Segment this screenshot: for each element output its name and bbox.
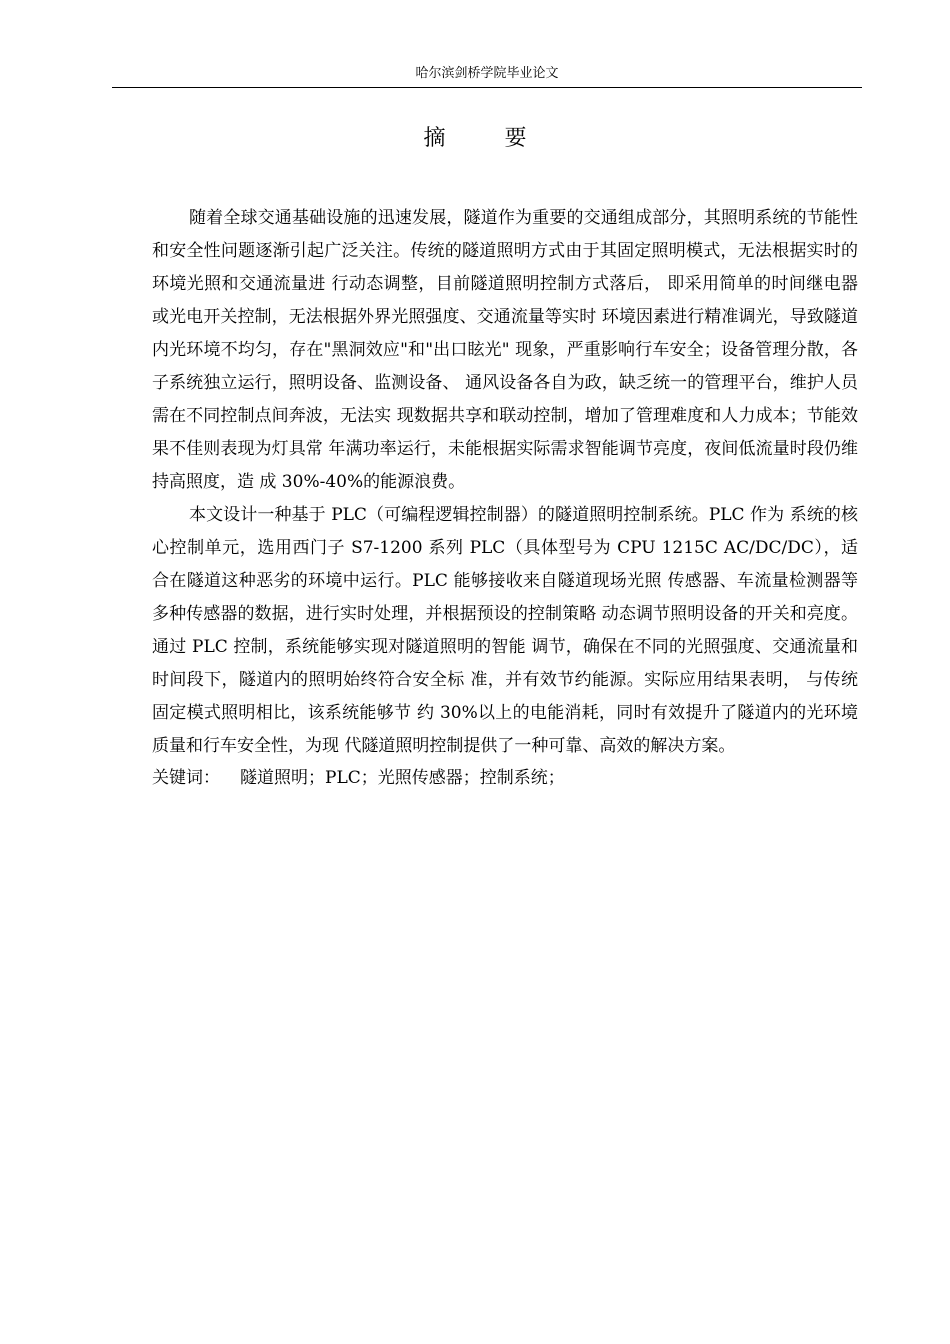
header-text: 哈尔滨剑桥学院毕业论文 (415, 66, 559, 81)
keywords-line (152, 763, 858, 793)
abstract-title: 摘 要 (423, 126, 553, 151)
abstract-paragraph-1: 随着全球交通基础设施的迅速发展，隧道作为重要的交通组成部分，其照明系统的节能性和安全性问题逐渐引起广泛关注。传统的隧道照明方式由于其固定照明模式，无法根据实时的环境光照和交通流量进 行动态调整，目前隧道照明控制方式落后， 即采用简单的时间继电器或光电开关控制，无法根据外界光照强度、交通流量等实时 环境因素进行精准调光，导致隧道内光环境不均匀，存在"黑洞效应"和"出口眩光" 现象，严重影响行车安全；设备管理分散，各子系统独立运行，照明设备、监测设备、 通风设备各自为政，缺乏统一的管理平台，维护人员需在不同控制点间奔波，无法实 现数据共享和联动控制，增加了管理难度和人力成本；节能效果不佳则表现为灯具常 年满功率运行，未能根据实际需求智能调节亮度，夜间低流量时段仍维持高照度，造 成 30%-40%的能源浪费。 (152, 208, 858, 492)
keywords-text: 隧道照明；PLC；光照传感器；控制系统； (240, 768, 565, 788)
abstract-paragraph-2: 本文设计一种基于 PLC（可编程逻辑控制器）的隧道照明控制系统。PLC 作为 系统的核心控制单元，选用西门子 S7-1200 系列 PLC（具体型号为 CPU 1215C AC/DC/DC），适合在隧道这种恶劣的环境中运行。PLC 能够接收来自隧道现场光照 传感器、车流量检测器等多种传感器的数据，进行实时处理，并根据预设的控制策略 动态调节照明设备的开关和亮度。通过 PLC 控制，系统能够实现对隧道照明的智能 调节，确保在不同的光照强度、交通流量和时间段下，隧道内的照明始终符合安全标 准，并有效节约能源。实际应用结果表明， 与传统固定模式照明相比，该系统能够节 约 30%以上的电能消耗，同时有效提升了隧道内的光环境质量和行车安全性，为现 代隧道照明控制提供了一种可靠、高效的解决方案。 (152, 505, 858, 756)
page-header (112, 64, 862, 88)
keywords-label: 关键词： (152, 768, 220, 788)
abstract-body (152, 202, 858, 793)
